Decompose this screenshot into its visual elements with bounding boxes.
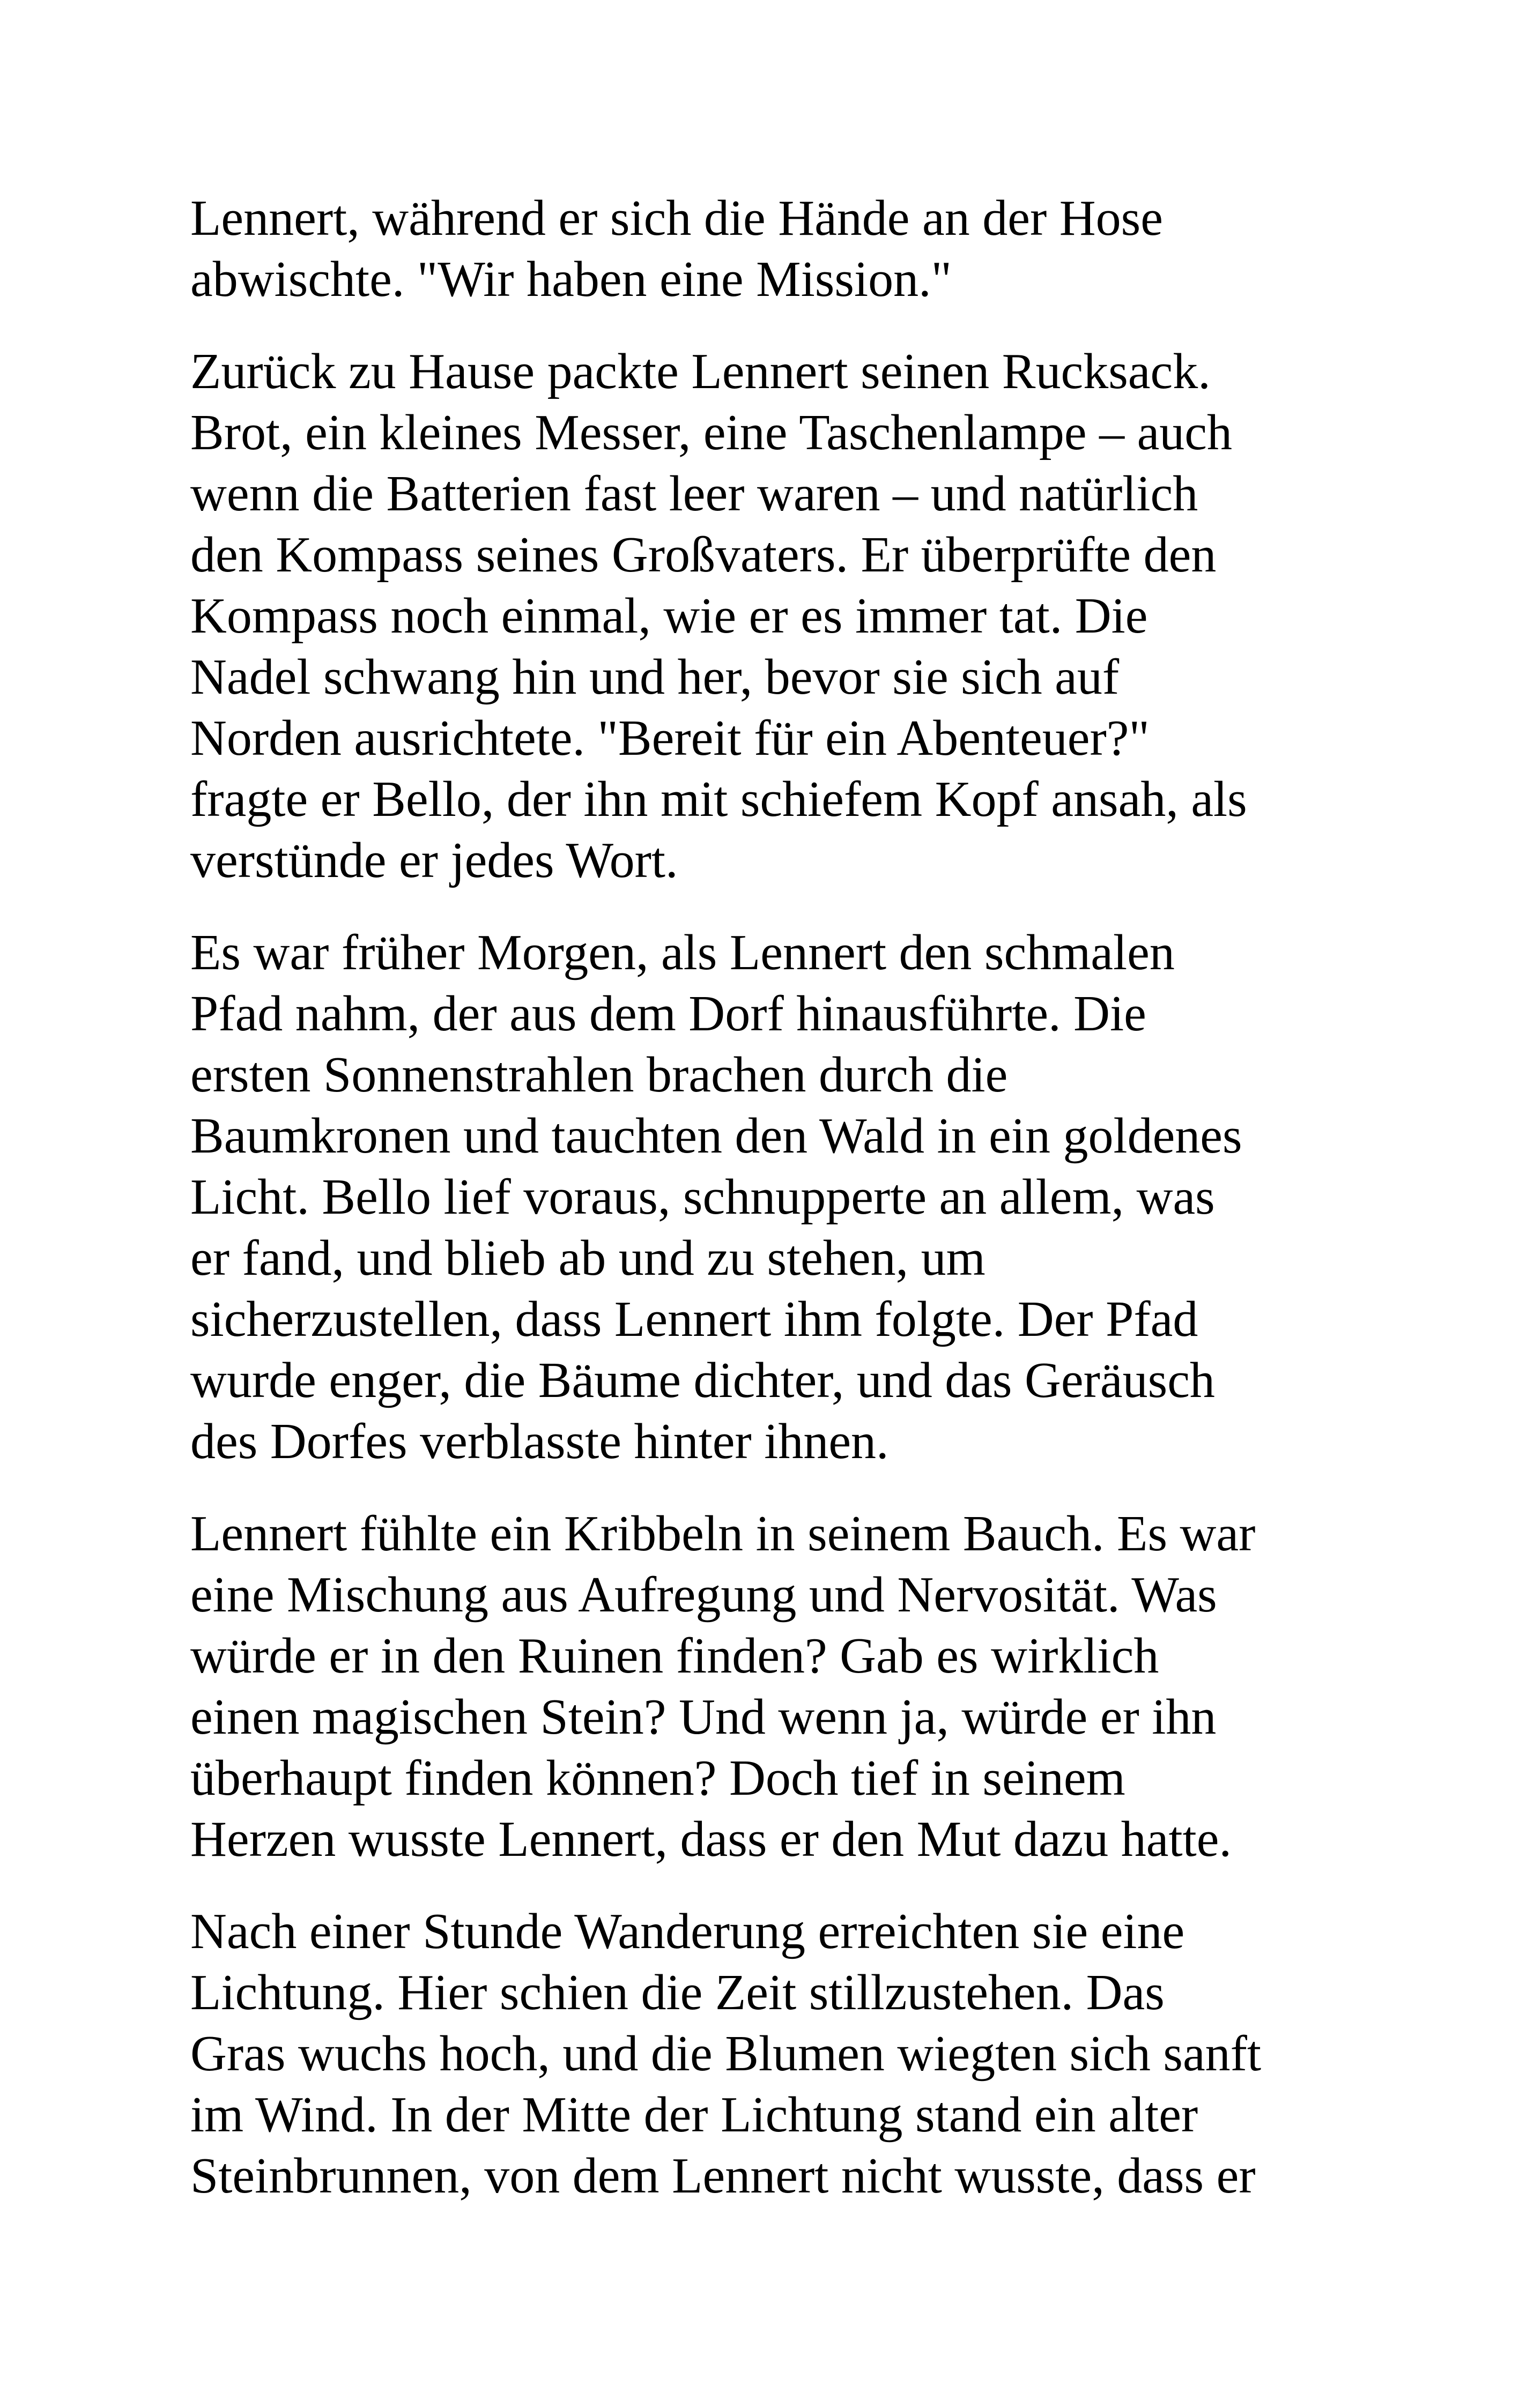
paragraph-1 — [190, 188, 1397, 310]
text-line: würde er in den Ruinen finden? Gab es wirklich — [190, 1628, 1159, 1684]
text-line: Norden ausrichtete. "Bereit für ein Abenteuer?" — [190, 710, 1150, 766]
text-line: Brot, ein kleines Messer, eine Taschenlampe – auch — [190, 405, 1233, 460]
text-line: Gras wuchs hoch, und die Blumen wiegten sich sanft — [190, 2026, 1262, 2082]
text-line: fragte er Bello, der ihn mit schiefem Kopf ansah, als — [190, 771, 1247, 827]
paragraph-2 — [190, 341, 1397, 891]
text-line: wenn die Batterien fast leer waren – und natürlich — [190, 466, 1198, 522]
body-text — [190, 188, 1397, 2238]
paragraph-3 — [190, 922, 1397, 1472]
text-line: sicherzustellen, dass Lennert ihm folgte. Der Pfad — [190, 1291, 1198, 1347]
paragraph-5 — [190, 1901, 1397, 2206]
text-line: Lennert fühlte ein Kribbeln in seinem Bauch. Es war — [190, 1506, 1256, 1562]
text-line: eine Mischung aus Aufregung und Nervosität. Was — [190, 1567, 1217, 1623]
text-line: verstünde er jedes Wort. — [190, 833, 678, 888]
text-line: Zurück zu Hause packte Lennert seinen Rucksack. — [190, 344, 1211, 399]
text-line: Steinbrunnen, von dem Lennert nicht wusste, dass er — [190, 2148, 1256, 2204]
text-line: ersten Sonnenstrahlen brachen durch die — [190, 1047, 1008, 1103]
text-line: Lennert, während er sich die Hände an der Hose — [190, 190, 1163, 246]
text-line: den Kompass seines Großvaters. Er überprüfte den — [190, 527, 1217, 583]
text-line: Pfad nahm, der aus dem Dorf hinausführte. Die — [190, 986, 1146, 1042]
text-line: Kompass noch einmal, wie er es immer tat. Die — [190, 588, 1148, 644]
text-line: Herzen wusste Lennert, dass er den Mut dazu hatte. — [190, 1811, 1232, 1867]
text-line: Nadel schwang hin und her, bevor sie sich auf — [190, 649, 1120, 705]
text-line: des Dorfes verblasste hinter ihnen. — [190, 1414, 889, 1469]
text-line: er fand, und blieb ab und zu stehen, um — [190, 1230, 986, 1286]
text-line: Nach einer Stunde Wanderung erreichten sie eine — [190, 1904, 1185, 1959]
text-line: im Wind. In der Mitte der Lichtung stand ein alter — [190, 2087, 1198, 2143]
text-line: Licht. Bello lief voraus, schnupperte an allem, was — [190, 1169, 1215, 1225]
text-line: einen magischen Stein? Und wenn ja, würde er ihn — [190, 1689, 1217, 1745]
text-line: überhaupt finden können? Doch tief in seinem — [190, 1750, 1125, 1806]
text-line: wurde enger, die Bäume dichter, und das Geräusch — [190, 1352, 1215, 1408]
text-line: Lichtung. Hier schien die Zeit stillzustehen. Das — [190, 1965, 1165, 2020]
text-line: Es war früher Morgen, als Lennert den schmalen — [190, 925, 1175, 980]
text-line: abwischte. "Wir haben eine Mission." — [190, 251, 952, 307]
paragraph-4 — [190, 1503, 1397, 1870]
text-line: Baumkronen und tauchten den Wald in ein goldenes — [190, 1108, 1242, 1164]
